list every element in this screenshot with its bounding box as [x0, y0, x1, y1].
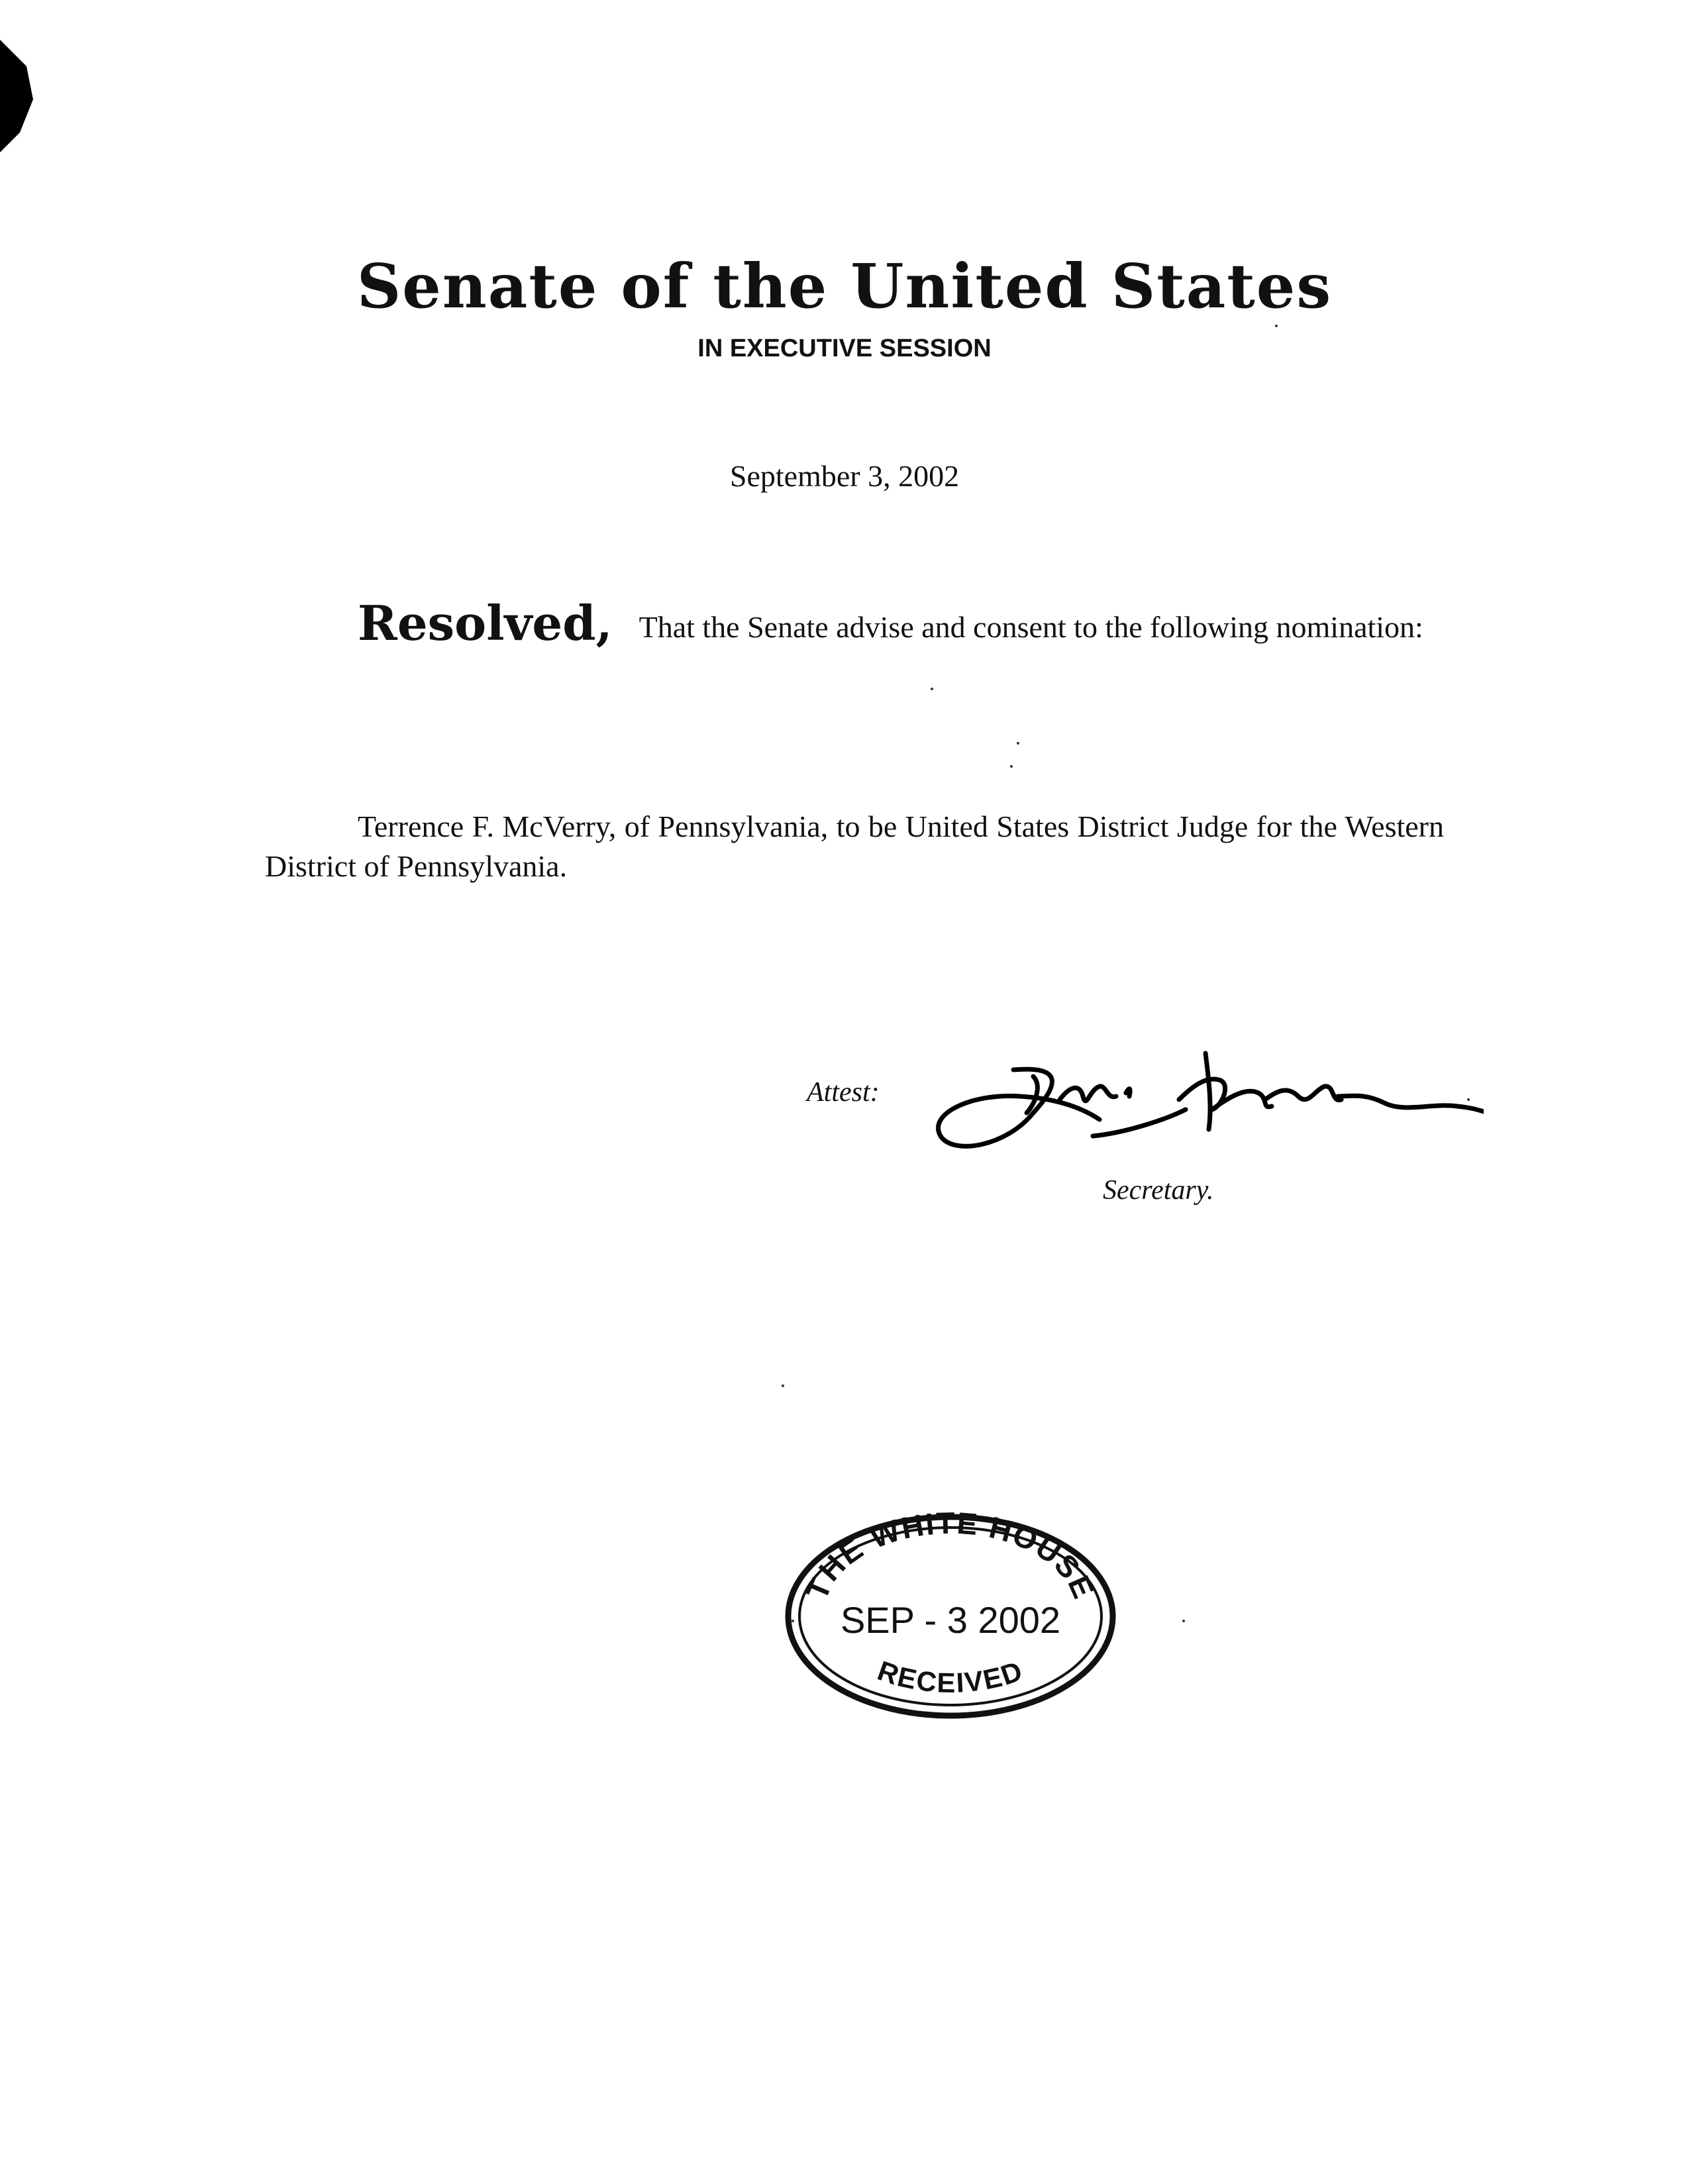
scan-speck — [1010, 765, 1013, 768]
attest-label: Attest: — [807, 1077, 880, 1108]
document-date: September 3, 2002 — [729, 459, 960, 493]
scan-speck — [782, 1384, 784, 1387]
stamp-date: SEP - 3 2002 — [840, 1599, 1061, 1641]
session-subtitle: IN EXECUTIVE SESSION — [697, 335, 992, 362]
secretary-label: Secretary. — [1103, 1175, 1214, 1206]
white-house-received-stamp — [778, 1507, 1123, 1726]
resolution-text: That the Senate advise and consent to the following nomination: — [639, 610, 1423, 644]
scan-speck — [931, 688, 933, 690]
senate-title: Senate of the United States — [356, 250, 1333, 322]
resolution-paragraph — [265, 584, 1444, 666]
resolved-heading: Resolved, — [358, 595, 613, 651]
nomination-text: Terrence F. McVerry, of Pennsylvania, to be United States District Judge for the Western District of Pennsylvania. — [265, 809, 1444, 883]
scan-speck — [1182, 1620, 1185, 1622]
svg-text:RECEIVED — [874, 1655, 1027, 1698]
stamp-bottom-text: RECEIVED — [874, 1654, 1027, 1698]
scan-speck — [1467, 1098, 1470, 1101]
scan-edge-mark — [0, 40, 36, 152]
scan-speck — [792, 1620, 794, 1622]
secretary-signature — [927, 1014, 1484, 1179]
scan-speck — [1275, 325, 1278, 327]
stamp-top-text: THE WHITE HOUSE — [799, 1507, 1102, 1604]
svg-text:THE WHITE HOUSE — [799, 1507, 1101, 1604]
scan-speck — [1017, 742, 1019, 745]
